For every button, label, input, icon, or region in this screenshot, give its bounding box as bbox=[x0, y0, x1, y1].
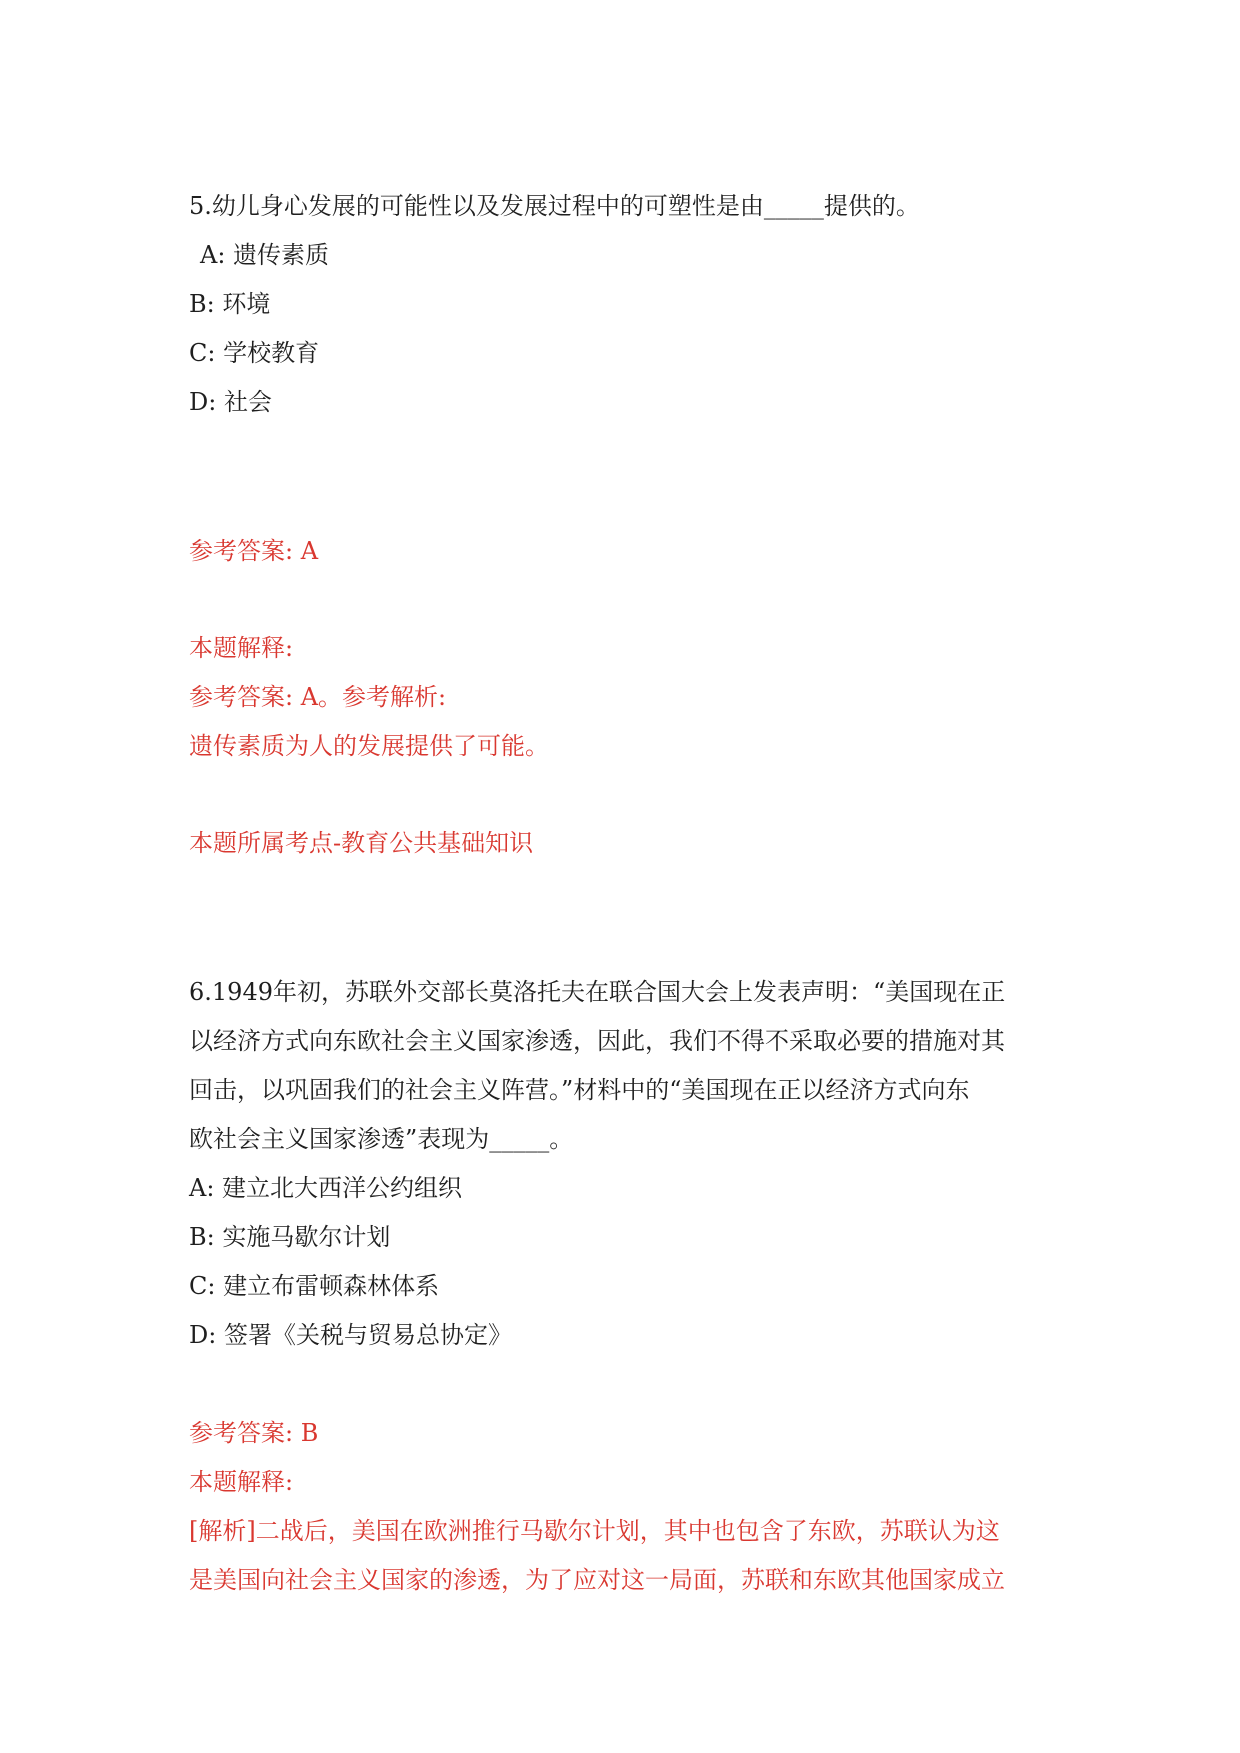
q5-question: 5.幼儿身心发展的可能性以及发展过程中的可塑性是由_____提供的。 bbox=[189, 192, 920, 220]
q6-question-line-3: 回击，以巩固我们的社会主义阵营。”材料中的“美国现在正以经济方式向东 bbox=[189, 1076, 970, 1104]
q5-topic: 本题所属考点-教育公共基础知识 bbox=[189, 829, 534, 857]
q6-explain-label: 本题解释: bbox=[189, 1468, 294, 1496]
q6-question-line-1: 6.1949年初，苏联外交部长莫洛托夫在联合国大会上发表声明：“美国现在正 bbox=[189, 978, 1006, 1006]
q5-option-d: D: 社会 bbox=[189, 388, 272, 416]
q6-option-b: B: 实施马歇尔计划 bbox=[189, 1223, 391, 1251]
q5-answer: 参考答案: A bbox=[189, 537, 319, 565]
q6-question-line-2: 以经济方式向东欧社会主义国家渗透，因此，我们不得不采取必要的措施对其 bbox=[189, 1027, 1005, 1055]
q6-explain-line-1: [解析]二战后，美国在欧洲推行马歇尔计划，其中也包含了东欧，苏联认为这 bbox=[189, 1517, 1000, 1545]
q6-question-line-4: 欧社会主义国家渗透”表现为_____。 bbox=[189, 1125, 574, 1153]
q6-answer: 参考答案: B bbox=[189, 1419, 319, 1447]
q5-explain-line-1: 参考答案: A。参考解析: bbox=[189, 683, 447, 711]
q6-option-d: D: 签署《关税与贸易总协定》 bbox=[189, 1321, 512, 1349]
q5-option-b: B: 环境 bbox=[189, 290, 271, 318]
q5-option-c: C: 学校教育 bbox=[189, 339, 320, 367]
q5-option-a: A: 遗传素质 bbox=[200, 241, 330, 269]
q6-explain-line-2: 是美国向社会主义国家的渗透，为了应对这一局面，苏联和东欧其他国家成立 bbox=[189, 1566, 1005, 1594]
q5-explain-line-2: 遗传素质为人的发展提供了可能。 bbox=[189, 732, 549, 760]
q5-explain-label: 本题解释: bbox=[189, 634, 294, 662]
q6-option-c: C: 建立布雷顿森林体系 bbox=[189, 1272, 440, 1300]
q6-option-a: A: 建立北大西洋公约组织 bbox=[189, 1174, 463, 1202]
